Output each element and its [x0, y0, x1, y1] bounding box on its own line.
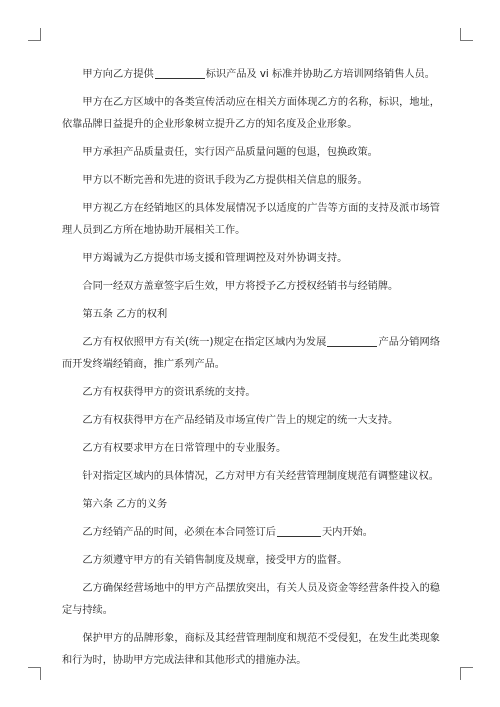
corner-mark-bottom-left	[28, 667, 41, 680]
paragraph-14: 乙方须遵守甲方的有关销售制度及规章，接受甲方的监督。	[82, 555, 348, 566]
paragraph-text: 产品分销网络而开发终端经销商，推广系列产品。	[62, 337, 441, 370]
paragraph-7: 合同一经双方盖章签字后生效，甲方将授予乙方授权经销书与经销牌。	[82, 281, 399, 292]
corner-mark-top-right	[460, 28, 473, 41]
paragraph-9: 乙方有权获得甲方的资讯系统的支持。	[82, 387, 256, 398]
paragraph-11: 乙方有权要求甲方在日常管理中的专业服务。	[82, 443, 287, 454]
paragraph-10: 乙方有权获得甲方在产品经销及市场宣传广告上的规定的统一大支持。	[82, 415, 399, 426]
paragraph-2: 甲方在乙方区域中的各类宣传活动应在相关方面体现乙方的名称，标识，地址，依靠品牌日益提升的企业形象树立提升乙方的知名度及企业形象。	[62, 97, 440, 130]
paragraph-16: 保护甲方的品牌形象，商标及其经营管理制度和规范不受侵犯，在发生此类现象和行为时，协助甲方完成法律和其他形式的措施办法。	[62, 633, 440, 666]
blank-field[interactable]	[327, 334, 377, 347]
paragraph-3: 甲方承担产品质量责任，实行因产品质量问题的包退，包换政策。	[82, 147, 378, 158]
paragraph-13	[62, 522, 440, 544]
paragraph-12: 针对指定区域内的具体情况，乙方对甲方有关经营管理制度规范有调整建议权。	[82, 471, 439, 482]
document-body	[62, 64, 440, 678]
paragraph-text: 天内开始。	[321, 527, 373, 538]
section-heading-5: 第五条 乙方的权利	[82, 309, 168, 320]
corner-mark-bottom-right	[460, 667, 473, 680]
paragraph-5: 甲方视乙方在经销地区的具体发展情况予以适度的广告等方面的支持及派市场管理人员到乙方所在地协助开展相关工作。	[62, 203, 440, 236]
paragraph-1	[62, 64, 440, 86]
paragraph-4: 甲方以不断完善和先进的资讯手段为乙方提供相关信息的服务。	[82, 175, 368, 186]
paragraph-text: 标识产品及 vi 标准并协助乙方培训网络销售人员。	[205, 69, 435, 80]
corner-mark-top-left	[28, 28, 41, 41]
paragraph-8	[62, 332, 440, 376]
blank-field[interactable]	[155, 66, 205, 79]
section-heading-6: 第六条 乙方的义务	[82, 499, 168, 510]
paragraph-text: 乙方经销产品的时间，必须在本合同签订后	[82, 527, 276, 538]
paragraph-text: 乙方有权依照甲方有关(统一)规定在指定区域内为发展	[82, 337, 327, 348]
paragraph-6: 甲方竭诚为乙方提供市场支援和管理调控及对外协调支持。	[82, 253, 348, 264]
paragraph-text: 甲方向乙方提供	[82, 69, 154, 80]
blank-field[interactable]	[277, 524, 321, 537]
paragraph-15: 乙方确保经营场地中的甲方产品摆放突出，有关人员及资金等经营条件投入的稳定与持续。	[62, 583, 440, 616]
